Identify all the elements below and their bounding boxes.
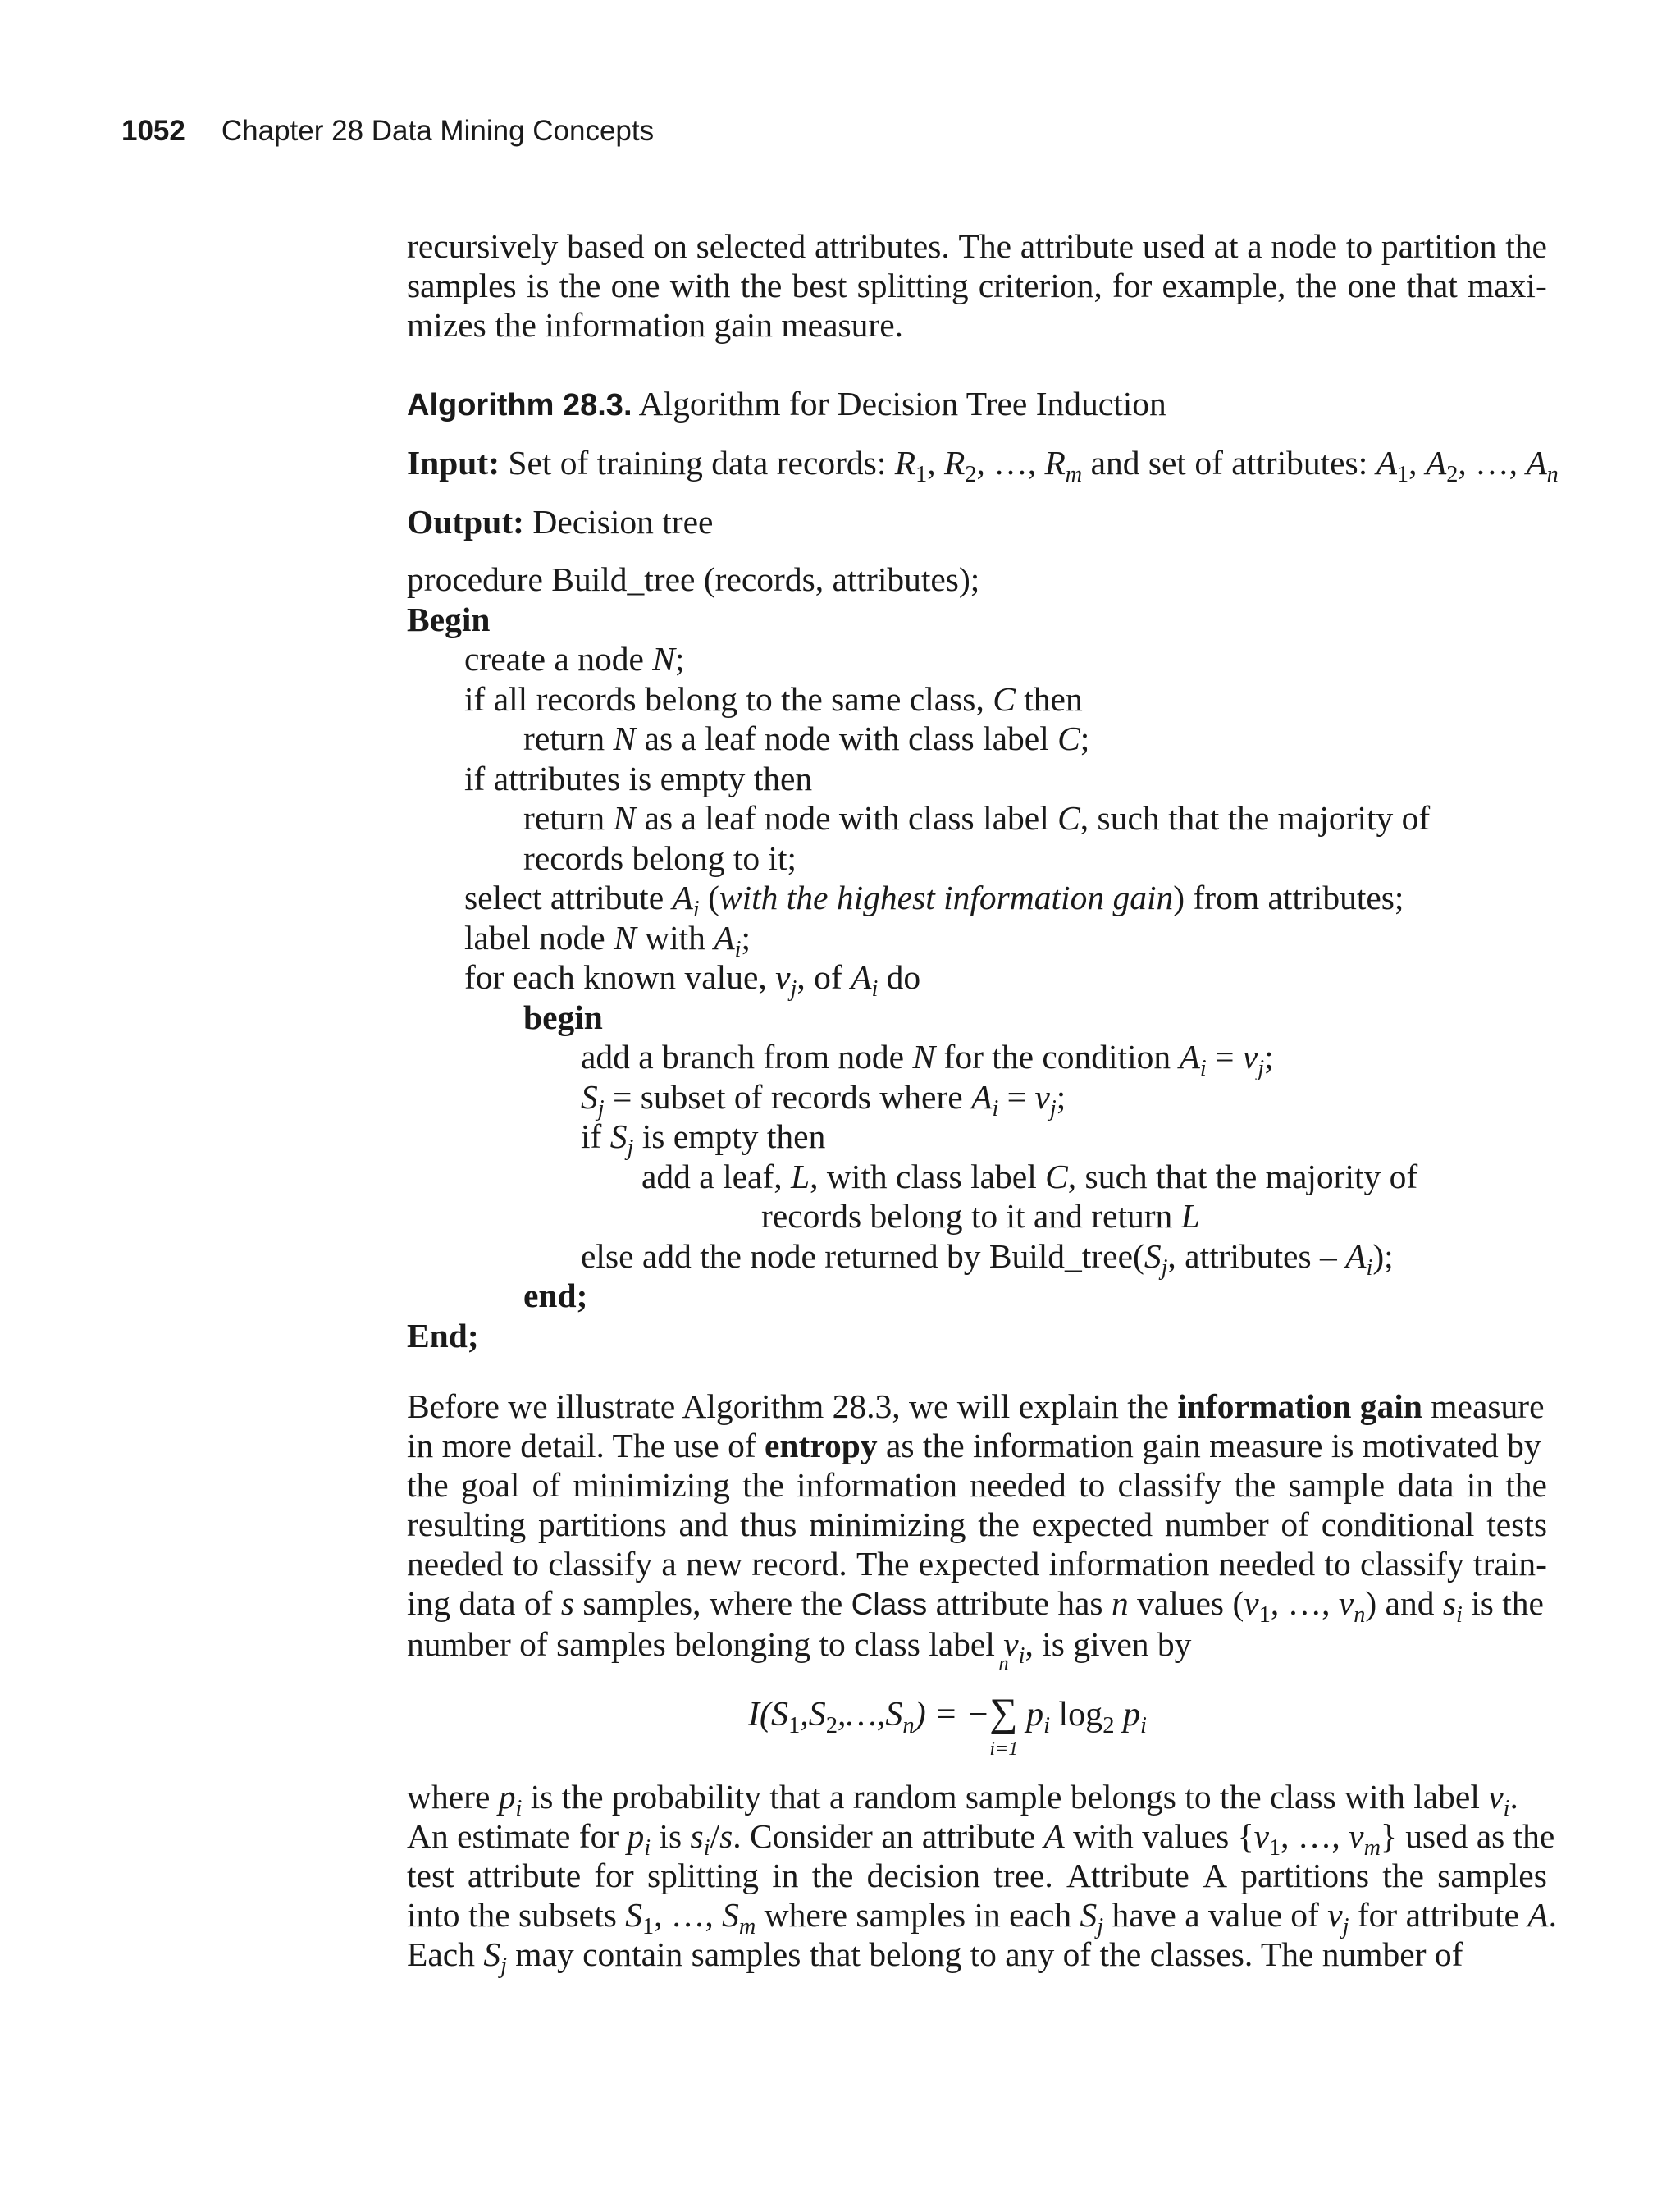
text-line: number of samples belonging to class label $v_i$, is given by (407, 1625, 1192, 1670)
code-line: records belong to it; (523, 838, 797, 877)
text-line: Before we illustrate Algorithm 28.3, we will explain the information gain measure (407, 1387, 1545, 1425)
algorithm-output (407, 502, 713, 541)
code-line: if attributes is empty then (464, 759, 813, 797)
code-inner-end: end; (523, 1277, 588, 1314)
code-line: if all records belong to the same class, C then (464, 679, 1083, 718)
page-number: 1052 (121, 115, 185, 147)
text-line: in more detail. The use of entropy as the information gain measure is motivated by (407, 1427, 1541, 1464)
code-line: return N as a leaf node with class label C, such that the majority of (523, 799, 1431, 837)
code-line: if $S_j$ is empty then (581, 1117, 826, 1162)
text-line: into the subsets $S_1$, …, $S_m$ where samples in each $S_j$ have a value of $v_j$ for attribute A. (407, 1896, 1558, 1940)
input-label: Input: (407, 444, 500, 482)
algorithm-code (407, 560, 1430, 1355)
code-line: select attribute $A_i$ (with the highest information gain) from attributes; (464, 879, 1404, 923)
text-line: where $p_i$ is the probability that a random sample belongs to the class with label $v_i$. (407, 1778, 1518, 1822)
code-line: records belong to it and return L (761, 1197, 1200, 1235)
algorithm-input: Input: Set of training data records: $R_1$, $R_2$, …, $R_m$ and set of attributes: $A_1$, $A_2$, …, $A_n$ (407, 444, 1559, 488)
code-line: $S_j$ = subset of records where $A_i = v_j$; (581, 1077, 1066, 1122)
code-line: add a leaf, L, with class label C, such that the majority of (641, 1157, 1418, 1195)
text-line: needed to classify a new record. The expected information needed to classify train- (407, 1545, 1547, 1583)
text-line: An estimate for $p_i$ is $s_i/s$. Consider an attribute A with values {$v_1$, …, $v_m$} used as the (407, 1817, 1555, 1862)
input-text: Set of training data records: (508, 444, 895, 482)
code-line: else add the node returned by $Build\_tree(S_j$, attributes – $A_i$); (581, 1236, 1394, 1281)
text-line: samples is the one with the best splitting criterion, for example, the one that maxi- (407, 267, 1547, 304)
code-line: create a node N; (464, 640, 685, 678)
code-inner-begin: begin (523, 998, 603, 1036)
text-line: resulting partitions and thus minimizing the expected number of conditional tests (407, 1505, 1547, 1543)
text-line: test attribute for splitting in the decision tree. Attribute A partitions the samples (407, 1857, 1547, 1894)
code-line: return N as a leaf node with class label C; (523, 720, 1090, 757)
algorithm-name: Algorithm for Decision Tree Induction (638, 385, 1166, 423)
code-begin: Begin (407, 600, 491, 638)
text-line: ing data of s samples, where the Class attribute has n values ($v_1$, …, $v_n$) and $s_i$ is the (407, 1584, 1544, 1629)
sum-symbol: ∑ n i=1 (989, 1653, 1019, 1760)
code-line: for each known value, $v_j$, of $A_i$ do (464, 958, 921, 1003)
text-line: the goal of minimizing the information needed to classify the sample data in the (407, 1466, 1547, 1504)
algorithm-title (407, 384, 1166, 423)
entropy-formula: $I(S_1,S_2,\dots,S_n)$ = −∑ n i=1 $p_i$ $\log_2 p_i$ (748, 1653, 1147, 1760)
output-text: Decision tree (532, 503, 714, 541)
input-text-2: and set of attributes: (1090, 444, 1376, 482)
output-label: Output: (407, 503, 524, 541)
entropy-paragraph (407, 1387, 1547, 1670)
page-header (121, 116, 654, 145)
chapter-title: Chapter 28 Data Mining Concepts (221, 115, 655, 147)
text-line: mizes the information gain measure. (407, 306, 904, 344)
intro-paragraph (407, 226, 1547, 345)
algorithm-label: Algorithm 28.3. (407, 388, 632, 423)
code-line: add a branch from node N for the condition $A_i = v_j$; (581, 1038, 1274, 1082)
code-end: End; (407, 1316, 479, 1355)
text-line: Each $S_j$ may contain samples that belong to any of the classes. The number of (407, 1935, 1463, 1980)
probability-paragraph (407, 1777, 1558, 1980)
text-line: recursively based on selected attributes. The attribute used at a node to partition the (407, 227, 1547, 265)
code-line: procedure Build_tree (records, attributes); (407, 560, 980, 598)
code-line: label node N with $A_i$; (464, 918, 751, 962)
